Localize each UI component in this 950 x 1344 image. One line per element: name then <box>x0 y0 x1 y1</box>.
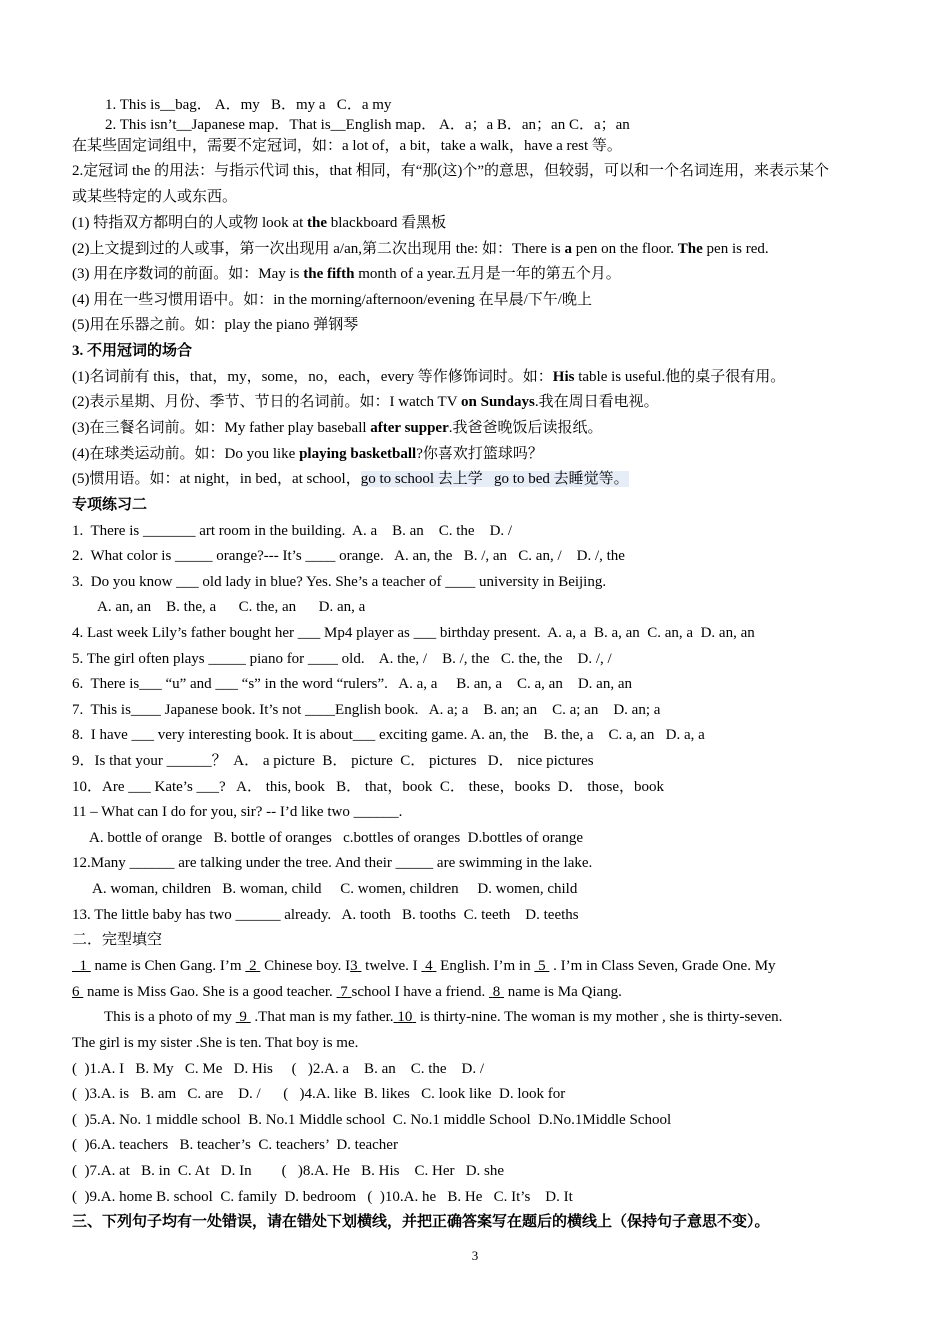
text-line: (4) 用在一些习惯用语中。如：in the morning/afternoon/evening 在早晨/下午/晚上 <box>72 292 592 308</box>
question-line: 13. The little baby has two ______ already. A. tooth B. tooths C. teeth D. teeths <box>72 907 579 923</box>
question-line: 9．Is that your ______？ A． a picture B． picture C． pictures D． nice pictures <box>72 753 594 769</box>
choice-line: ( )3.A. is B. am C. are D. / ( )4.A. like B. likes C. look like D. look for <box>72 1086 566 1102</box>
text-line: 2. This isn’t__Japanese map．That is__English map． A．a；a B．an；an C．a；an <box>105 117 630 133</box>
text-line: (1) 特指双方都明白的人或物 look at the blackboard 看黑板 <box>72 215 447 231</box>
text-line: 2.定冠词 the 的用法：与指示代词 this，that 相同，有“那(这)个”的意思，但较弱，可以和一个名词连用，来表示某个 <box>72 163 830 179</box>
cloze-line: 6 name is Miss Gao. She is a good teacher. 7 school I have a friend. 8 name is Ma Qiang. <box>72 984 622 1000</box>
text-line: 在某些固定词组中，需要不定冠词，如：a lot of，a bit，take a walk，have a rest 等。 <box>72 138 622 154</box>
question-options: A. woman, children B. woman, child C. women, children D. women, child <box>92 881 578 897</box>
question-line: 4. Last week Lily’s father bought her ___ Mp4 player as ___ birthday present. A. a, a B. a, an C. an, a D. an, an <box>72 625 755 641</box>
section-heading: 3. 不用冠词的场合 <box>72 343 193 359</box>
cloze-line: This is a photo of my 9 .That man is my father. 10 is thirty-nine. The woman is my mother , she is thirty-seven. <box>104 1009 783 1025</box>
text-line: (1)名词前有 this，that，my，some，no，each，every 等作修饰词时。如：His table is useful.他的桌子很有用。 <box>72 369 786 385</box>
question-line: 7. This is____ Japanese book. It’s not ____English book. A. a; a B. an; an C. a; an D. an; a <box>72 702 661 718</box>
text-line: (4)在球类运动前。如：Do you like playing basketball?你喜欢打篮球吗？ <box>72 446 543 462</box>
cloze-line: 1 name is Chen Gang. I’m 2 Chinese boy. I3 twelve. I 4 English. I’m in 5 . I’m in Class Seven, Grade One. My <box>79 958 776 974</box>
question-options: A. bottle of orange B. bottle of oranges c.bottles of oranges D.bottles of orange <box>89 830 584 846</box>
text-line: (5)用在乐器之前。如：play the piano 弹钢琴 <box>72 317 359 333</box>
question-line: 11 – What can I do for you, sir? -- I’d like two ______. <box>72 804 403 820</box>
choice-line: ( )9.A. home B. school C. family D. bedroom ( )10.A. he B. He C. It’s D. It <box>72 1189 573 1205</box>
text-line: (5)惯用语。如：at night，in bed，at school，go to school 去上学 go to bed 去睡觉等。 <box>72 471 629 487</box>
text-line: (3)在三餐名词前。如：My father play baseball after supper.我爸爸晚饭后读报纸。 <box>72 420 603 436</box>
question-line: 6. There is___ “u” and ___ “s” in the word “rulers”. A. a, a B. an, a C. a, an D. an, an <box>72 676 632 692</box>
choice-line: ( )6.A. teachers B. teacher’s C. teachers’ D. teacher <box>72 1137 398 1153</box>
choice-line: ( )1.A. I B. My C. Me D. His ( )2.A. a B. an C. the D. / <box>72 1061 485 1077</box>
choice-line: ( )5.A. No. 1 middle school B. No.1 Middle school C. No.1 middle School D.No.1Middle School <box>72 1112 672 1128</box>
highlighted-text: go to school 去上学 go to bed 去睡觉等。 <box>360 471 629 487</box>
section-heading: 二．完型填空 <box>72 932 163 948</box>
page-number: 3 <box>471 1248 479 1263</box>
text-line: 1. This is__bag． A．my B．my a C．a my <box>105 97 392 113</box>
text-line: (2)表示星期、月份、季节、节日的名词前。如：I watch TV on Sundays.我在周日看电视。 <box>72 394 659 410</box>
question-line: 5. The girl often plays _____ piano for ____ old. A. the, / B. /, the C. the, the D. /, / <box>72 651 612 667</box>
section-heading: 三、下列句子均有一处错误，请在错处下划横线，并把正确答案写在题后的横线上（保持句子意思不变）。 <box>72 1214 770 1230</box>
question-line: 1. There is _______ art room in the building. A. a B. an C. the D. / <box>72 523 513 539</box>
question-line: 10．Are ___ Kate’s ___? A． this, book B． that，book C． these，books D． those，book <box>72 779 665 795</box>
question-line: 3. Do you know ___ old lady in blue? Yes. She’s a teacher of ____ university in Beijing. <box>72 574 607 590</box>
cloze-line: The girl is my sister .She is ten. That boy is me. <box>72 1035 359 1051</box>
question-options: A. an, an B. the, a C. the, an D. an, a <box>97 599 366 615</box>
text-line: 或某些特定的人或东西。 <box>72 189 238 205</box>
question-line: 12.Many ______ are talking under the tree. And their _____ are swimming in the lake. <box>72 855 593 871</box>
choice-line: ( )7.A. at B. in C. At D. In ( )8.A. He B. His C. Her D. she <box>72 1163 505 1179</box>
section-heading: 专项练习二 <box>72 497 148 513</box>
question-line: 8. I have ___ very interesting book. It is about___ exciting game. A. an, the B. the, a C. a, an D. a, a <box>72 727 705 743</box>
text-line: (2)上文提到过的人或事，第一次出现用 a/an,第二次出现用 the: 如：There is a pen on the floor. The pen is red. <box>72 241 769 257</box>
text-line: (3) 用在序数词的前面。如：May is the fifth month of a year.五月是一年的第五个月。 <box>72 266 621 282</box>
question-line: 2. What color is _____ orange?--- It’s ____ orange. A. an, the B. /, an C. an, / D. /, the <box>72 548 625 564</box>
